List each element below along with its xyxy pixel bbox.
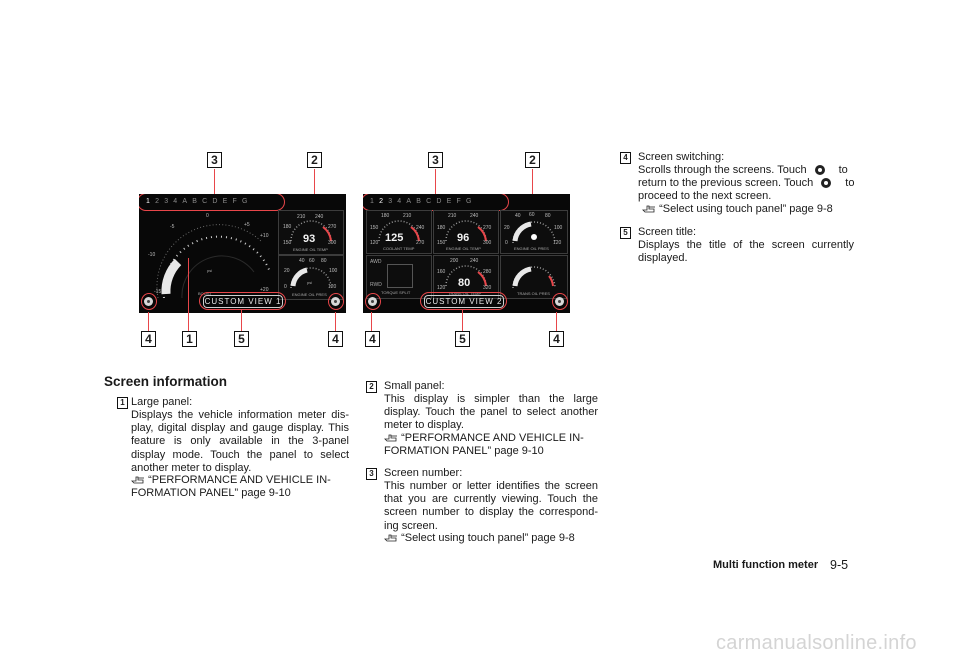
item-4-line2-text: return to the previous screen. Touch [638, 177, 814, 189]
oil-pres-tick: 20 [504, 225, 510, 231]
boost-tick: -10 [148, 252, 156, 258]
prev-button-highlight [141, 293, 157, 310]
tab-g[interactable]: G [466, 198, 477, 205]
item-4-line1 [638, 164, 854, 177]
coolant-tick: 270 [416, 240, 425, 246]
item-1-reference-line2[interactable]: FORMATION PANEL” page 9-10 [131, 487, 291, 499]
item-4-line2 [638, 177, 854, 190]
tab-1[interactable]: 1 [370, 198, 380, 205]
boost-gauge-dial [144, 212, 276, 298]
oil-temp-tick: 210 [297, 214, 306, 220]
trans-pres-label: TRANS OIL PRES [517, 291, 550, 296]
small-panel-engine-oil-temp[interactable] [278, 210, 344, 255]
small-panel-engine-oil-temp[interactable] [433, 210, 499, 254]
oil-pres-tick: 100 [329, 268, 338, 274]
oil-temp-value: 93 [303, 233, 316, 245]
tab-f[interactable]: F [232, 198, 243, 205]
tab-3[interactable]: 3 [388, 198, 398, 205]
item-number-4: 4 [620, 152, 631, 164]
prev-button-highlight [365, 293, 381, 310]
leader-line [335, 312, 336, 332]
callout-1: 1 [182, 331, 197, 347]
oil-pres-tick: 80 [321, 258, 327, 264]
tab-a[interactable]: A [182, 198, 193, 205]
reference-link[interactable]: “Select using touch panel” page 9-8 [659, 203, 833, 215]
oil-temp-tick: 150 [437, 240, 446, 246]
tab-e[interactable]: E [222, 198, 233, 205]
oil-pres-tick: 60 [529, 212, 535, 218]
item-4-line3: proceed to the next screen. [638, 190, 772, 202]
item-5-text: Displays the title of the screen currently displayed. [638, 239, 854, 265]
leader-line [371, 312, 372, 332]
item-number-5: 5 [620, 227, 631, 239]
item-4-line1-to: to [838, 164, 848, 176]
oil-pres-tick: 100 [554, 225, 563, 231]
next-button-highlight [552, 293, 568, 310]
trans-temp-tick: 320 [483, 285, 492, 291]
coolant-tick: 210 [403, 213, 412, 219]
custom-view-2-screen [363, 194, 570, 313]
boost-label: BOOST [198, 291, 213, 296]
tab-1[interactable]: 1 [146, 198, 156, 205]
item-4-title: Screen switching: [638, 151, 725, 163]
coolant-tick: 240 [416, 225, 425, 231]
boost-tick: +20 [260, 287, 269, 293]
oil-temp-tick: 180 [283, 224, 292, 230]
large-panel-boost-gauge[interactable] [144, 212, 276, 298]
tab-e[interactable]: E [446, 198, 457, 205]
callout-2-screen1: 2 [307, 152, 322, 168]
callout-5: 5 [234, 331, 249, 347]
oil-temp-label: ENGINE OIL TEMP [293, 247, 328, 252]
item-number-2: 2 [366, 381, 377, 393]
oil-pres-tick: 40 [515, 213, 521, 219]
oil-pres-label: ENGINE OIL PRES [292, 292, 327, 297]
callout-5: 5 [455, 331, 470, 347]
screen-title: CUSTOM VIEW 1 [204, 297, 282, 306]
small-panel-coolant-temp[interactable] [366, 210, 432, 254]
reference-link[interactable]: “PERFORMANCE AND VEHICLE IN- [148, 474, 331, 486]
reference-link[interactable]: “PERFORMANCE AND VEHICLE IN- [401, 432, 584, 444]
oil-temp-tick: 210 [448, 213, 457, 219]
rwd-label: RWD [370, 282, 382, 288]
item-1-text: Displays the vehicle information meter dis- play, digital display and gauge display. This feature is only available in the 3-panel display mode. Touch the panel to select another meter to display. [131, 409, 349, 474]
callout-3-screen2: 3 [428, 152, 443, 168]
item-4-line1-text: Scrolls through the screens. Touch [638, 164, 807, 176]
item-3-title: Screen number: [384, 467, 463, 479]
boost-tick: -5 [170, 224, 175, 230]
reference-hand-icon [642, 204, 656, 213]
leader-line [556, 312, 557, 332]
reference-hand-icon [384, 533, 398, 542]
torque-split-label: TORQUE SPLIT [381, 290, 411, 295]
section-heading: Screen information [104, 374, 228, 389]
item-2-reference-line2[interactable]: FORMATION PANEL” page 9-10 [384, 445, 544, 457]
item-3-text: This number or letter identifies the screen that you are currently viewing. Touch the screen number to display the correspond- ing screen. [384, 480, 598, 532]
tab-4[interactable]: 4 [173, 198, 183, 205]
item-2-reference [384, 432, 614, 445]
small-panel-engine-oil-pres[interactable] [500, 210, 568, 254]
callout-4: 4 [549, 331, 564, 347]
oil-pres-tick: 120 [553, 240, 562, 246]
trans-temp-tick: 120 [437, 285, 446, 291]
item-4-reference [642, 203, 872, 216]
trans-temp-tick: 160 [437, 269, 446, 275]
callout-4: 4 [141, 331, 156, 347]
oil-temp-label: ENGINE OIL TEMP [446, 246, 481, 251]
oil-temp-tick: 150 [283, 240, 292, 246]
item-1-title: Large panel: [131, 396, 193, 408]
callout-4: 4 [328, 331, 343, 347]
coolant-tick: 180 [381, 213, 390, 219]
oil-temp-tick: 270 [328, 224, 337, 230]
previous-button-icon [815, 165, 825, 175]
screen-title-highlight [199, 292, 286, 310]
coolant-tick: 120 [370, 240, 379, 246]
screen-title-highlight [420, 292, 507, 310]
trans-temp-tick: 280 [483, 269, 492, 275]
watermark: carmanualsonline.info [716, 632, 917, 654]
coolant-tick: 150 [370, 225, 379, 231]
leader-line [188, 258, 189, 332]
leader-line [462, 309, 463, 332]
tab-c[interactable]: C [202, 198, 213, 205]
reference-link[interactable]: “Select using touch panel” page 9-8 [401, 532, 575, 544]
reference-hand-icon [384, 433, 398, 442]
oil-temp-tick: 300 [328, 240, 337, 246]
trans-temp-value: 80 [458, 277, 471, 289]
leader-line [435, 169, 436, 195]
oil-pres-tick: 60 [309, 258, 315, 264]
oil-pres-tick: 20 [284, 268, 290, 274]
boost-tick: -15 [154, 289, 162, 295]
oil-temp-tick: 180 [437, 225, 446, 231]
tab-d[interactable]: D [212, 198, 223, 205]
tab-a[interactable]: A [406, 198, 417, 205]
oil-temp-tick: 300 [483, 240, 492, 246]
oil-pres-tick: 40 [299, 258, 305, 264]
item-number-1: 1 [117, 397, 128, 409]
oil-temp-tick: 240 [315, 214, 324, 220]
item-3-reference [384, 532, 614, 545]
callout-3-screen1: 3 [207, 152, 222, 168]
tab-2[interactable]: 2 [379, 198, 389, 205]
next-button-highlight [328, 293, 344, 310]
small-panel-torque-split[interactable] [366, 255, 432, 299]
boost-tick: 0 [206, 213, 209, 219]
trans-temp-tick: 200 [450, 258, 459, 264]
reference-hand-icon [131, 475, 145, 484]
torque-split-bar [387, 264, 413, 288]
item-5-title: Screen title: [638, 226, 697, 238]
screen-number-tabs[interactable] [146, 198, 253, 205]
boost-unit: psi [207, 268, 213, 273]
tab-f[interactable]: F [456, 198, 467, 205]
item-1-reference [131, 474, 361, 487]
next-button-icon [821, 178, 831, 188]
trans-temp-tick: 240 [470, 258, 479, 264]
coolant-value: 125 [385, 232, 404, 244]
oil-pres-tick: 120 [328, 284, 337, 290]
item-4-line2-to: to [845, 177, 855, 189]
oil-temp-tick: 240 [470, 213, 479, 219]
oil-pres-tick: 80 [545, 213, 551, 219]
item-number-3: 3 [366, 468, 377, 480]
leader-line [148, 312, 149, 332]
item-2-title: Small panel: [384, 380, 445, 392]
leader-line [214, 169, 215, 195]
screen-number-tabs[interactable] [370, 198, 477, 205]
screen-title: CUSTOM VIEW 2 [425, 297, 503, 306]
oil-pres-tick: 0 [505, 240, 508, 246]
oil-pres-unit: psi [307, 280, 313, 285]
custom-view-1-screen [139, 194, 346, 313]
oil-temp-tick: 270 [483, 225, 492, 231]
tab-c[interactable]: C [426, 198, 437, 205]
leader-line [241, 309, 242, 332]
item-2-text: This display is simpler than the large display. Touch the panel to select another meter to display. [384, 393, 598, 432]
boost-tick: +10 [260, 233, 269, 239]
coolant-label: COOLANT TEMP [383, 246, 415, 251]
oil-pres-label: ENGINE OIL PRES [514, 246, 549, 251]
tab-b[interactable]: B [192, 198, 203, 205]
tab-b[interactable]: B [416, 198, 427, 205]
tab-2[interactable]: 2 [155, 198, 165, 205]
trans-temp-label: TRANS OIL TEMP [448, 291, 482, 296]
awd-label: AWD [370, 259, 382, 265]
callout-4: 4 [365, 331, 380, 347]
tab-4[interactable]: 4 [397, 198, 407, 205]
boost-tick: +5 [244, 222, 250, 228]
oil-temp-value: 96 [457, 232, 470, 244]
footer-page-number: 9-5 [830, 558, 849, 572]
tab-g[interactable]: G [242, 198, 253, 205]
tab-3[interactable]: 3 [164, 198, 174, 205]
oil-pres-tick: 0 [284, 284, 287, 290]
footer-section-title: Multi function meter [713, 559, 819, 571]
callout-2-screen2: 2 [525, 152, 540, 168]
tab-d[interactable]: D [436, 198, 447, 205]
